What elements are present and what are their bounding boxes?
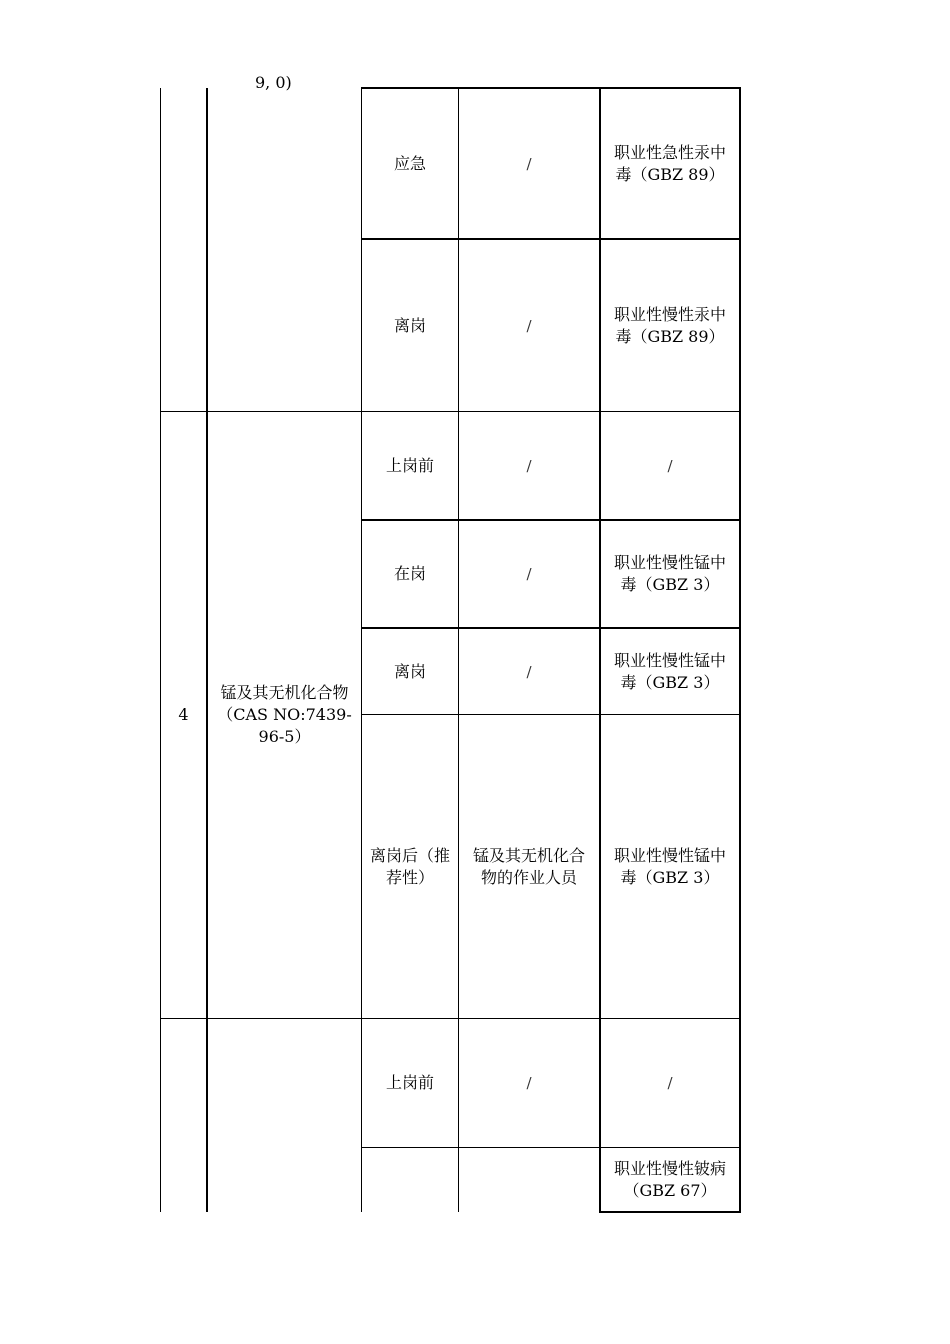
target-cell: / [526, 154, 532, 173]
disease-cell: 职业性慢性汞中 毒（GBZ 89） [613, 304, 726, 346]
phase-cell: 在岗 [393, 564, 426, 583]
hazard-factor-cell: 锰及其无机化合物 （CAS NO:7439- 96-5） [217, 683, 352, 746]
grid-line [739, 88, 741, 1212]
target-cell: 锰及其无机化合 物的作业人员 [472, 845, 585, 887]
disease-cell: / [667, 1074, 673, 1092]
phase-cell: 上岗前 [385, 455, 434, 475]
disease-cell: 职业性慢性锰中 毒（GBZ 3） [613, 650, 726, 692]
disease-cell: 职业性慢性铍病 （GBZ 67） [613, 1158, 726, 1200]
target-cell: / [526, 1074, 532, 1092]
target-cell [459, 1148, 599, 1211]
target-cell: / [526, 565, 532, 583]
target-cell: / [526, 456, 532, 475]
disease-cell: 职业性慢性锰中 毒（GBZ 3） [613, 845, 726, 887]
disease-cell: 职业性慢性锰中 毒（GBZ 3） [613, 553, 726, 594]
phase-cell: 离岗 [393, 661, 426, 681]
phase-cell: 上岗前 [385, 1073, 434, 1092]
grid-line [599, 1211, 741, 1213]
phase-cell [362, 1148, 458, 1211]
target-cell: / [526, 316, 532, 335]
phase-cell: 应急 [393, 153, 426, 173]
target-cell: / [526, 662, 532, 681]
clipped-factor-text: 9, 0) [255, 73, 292, 92]
phase-cell: 离岗 [393, 315, 426, 335]
row-number: 4 [178, 705, 189, 724]
disease-cell: 职业性急性汞中 毒（GBZ 89） [613, 142, 726, 184]
phase-cell: 离岗后（推 荐性） [369, 845, 450, 887]
disease-cell: / [667, 456, 673, 475]
